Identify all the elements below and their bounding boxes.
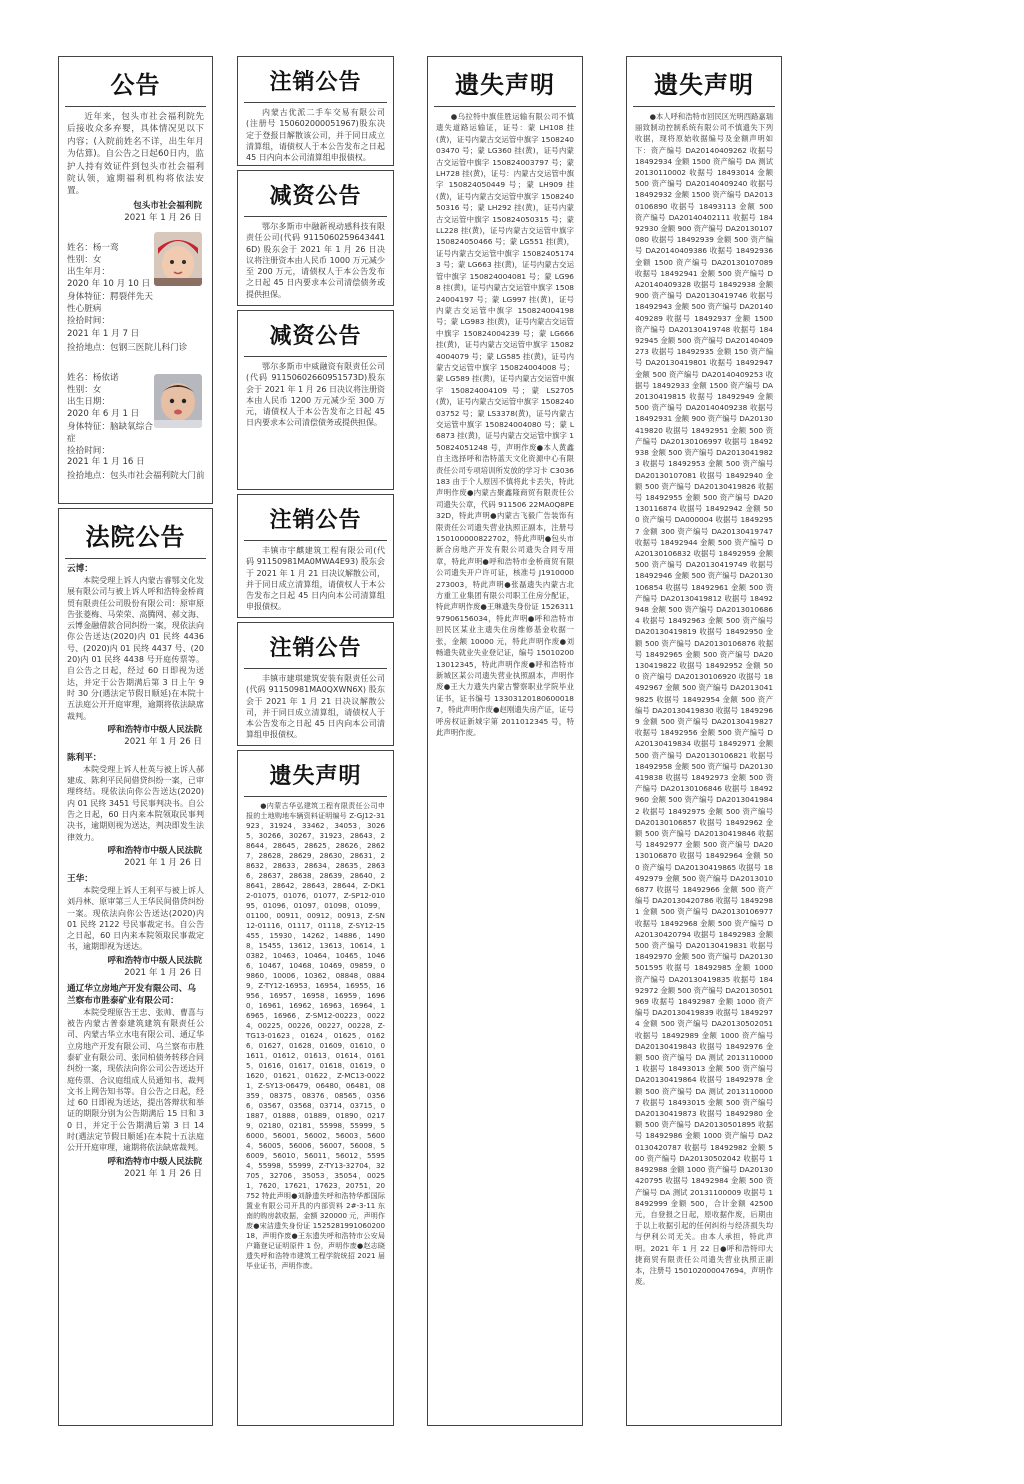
divider: [244, 102, 387, 103]
notice-body: 内蒙古优派二手车交易有限公司(注册号 150602000051967)股东决定于登报日解散该公司，并于同日成立清算组，请债权人于本公告发布之日起 45 日内向本公司清算组申报债权。: [246, 108, 385, 163]
lost-notice-box: [427, 56, 583, 1426]
lost-notice-title: 遗失声明: [654, 71, 754, 99]
divider: [244, 540, 387, 541]
notice-box: [237, 494, 394, 618]
welfare-notice-title: 公告: [110, 71, 161, 99]
court-notice-title: 法院公告: [85, 523, 186, 551]
notice-body: 鄂尔多斯市中融新视动感科技有限责任公司(代码 91150602596434416D) 股东会于 2021 年 1 月 26 日决议将注册资本由人民币 1000 万元减少至 200 万元，请债权人于本公告发布之日起 45 日内要求本公司清偿债务或提供担保。: [246, 222, 385, 299]
case-party: 通辽华立房地产开发有限公司、乌兰察布市胜泰矿业有限公司：: [67, 983, 196, 1006]
case-body: 本院受理上诉人王利平与被上诉人刘丹林、原审第三人王华民间借贷纠纷一案。现依法向你公告送达(2020)内 01 民终 2122 号民事裁定书。自公告之日起，60 日内来本院领取民事裁定书，逾期即视为送达。: [67, 885, 204, 952]
child-found-place: 捡拾地点：包头市社会福利院大门前: [67, 470, 205, 481]
welfare-notice-box: [58, 56, 213, 504]
court-case-1: [59, 563, 212, 748]
divider: [244, 216, 387, 217]
notice-title: 注销公告: [269, 70, 362, 95]
lost-notice-body: ●本人呼和浩特市回民区光明西路嘉瑞丽致制动控制系统有限公司不慎遗失下列收据，现将原始收据编号及金额声明如下：资产编号 DA20140409262 收据号 18492934 金额 1500 资产编号 DA 测试 20130110002 收据号 18493014 金额 500 资产编号 DA20140409240 收据号 18492932 金额 1500 资产编号 DA20130106890 收据号 18493113 金额 500 资产编号 DA20140402111 收据号 18492930 金额 900 资产编号 DA20130107080 收据号 18492939 金额 500 资产编号 DA20140409386 收据号 18492936 金额 1500 资产编号 DA20130107089 收据号 18492941 金额 500 资产编号 DA20140409328 收据号 18492938 金额 900 资产编号 DA20130419746 收据号 18492943 金额 500 资产编号 DA20140409289 收据号 18492937 金额 1500 资产编号 DA20130419748 收据号 18492945 金额 500 资产编号 DA20140409273 收据号 18492935 金额 150 资产编号 DA20130419801 收据号 18492947 金额 500 资产编号 DA20140409253 收据号 18492933 金额 1500 资产编号 DA20130419815 收据号 18492949 金额 500 资产编号 DA20140409238 收据号 18492931 金额 900 资产编号 DA20130419820 收据号 18492951 金额 500 资产编号 DA20130106997 收据号 18492938 金额 500 资产编号 DA20130419823 收据号 18492953 金额 500 资产编号 DA20130107081 收据号 18492940 金额 500 资产编号 DA20130419826 收据号 18492955 金额 500 资产编号 DA20130116874 收据号 18492942 金额 500 资产编号 DA000004 收据号 18492957 金额 300 资产编号 DA20130419747 收据号 18492944 金额 500 资产编号 DA20130106832 收据号 18492959 金额 500 资产编号 DA20130419749 收据号 18492946 金额 500 资产编号 DA20130106854 收据号 18492961 金额 500 资产编号 DA20130419812 收据号 18492948 金额 500 资产编号 DA20130106864 收据号 18492963 金额 500 资产编号 DA20130419819 收据号 18492950 金额 500 资产编号 DA20130106876 收据号 18492965 金额 500 资产编号 DA20130419822 收据号 18492952 金额 500 资产编号 DA20130106920 收据号 18492967 金额 500 资产编号 DA20130419825 收据号 18492954 金额 500 资产编号 DA20130419830 收据号 18492969 金额 500 资产编号 DA20130419827 收据号 18492956 金额 500 资产编号 DA20130419834 收据号 18492971 金额 500 资产编号 DA20130106821 收据号 18492958 金额 500 资产编号 DA20130419838 收据号 18492973 金额 500 资产编号 DA20130106846 收据号 18492960 金额 500 资产编号 DA20130419842 收据号 18492975 金额 500 资产编号 DA20130106857 收据号 18492962 金额 500 资产编号 DA20130419846 收据号 18492977 金额 500 资产编号 DA20130106870 收据号 18492964 金额 500 资产编号 DA20130419865 收据号 18492979 金额 500 资产编号 DA20130106877 收据号 18492966 金额 500 资产编号 DA20130420786 收据号 18492981 金额 500 资产编号 DA20130106977 收据号 18492968 金额 500 资产编号 DA20130420794 收据号 18492983 金额 500 资产编号 DA20130419831 收据号 18492970 金额 500 资产编号 DA20130501595 收据号 18492985 金额 1000 资产编号 DA20130419835 收据号 18492972 金额 500 资产编号 DA20130501969 收据号 18492987 金额 1000 资产编号 DA20130419839 收据号 18492974 金额 500 资产编号 DA20130502051 收据号 18492989 金额 1000 资产编号 DA20130419843 收据号 18492976 金额 500 资产编号 DA 测试 20131100001 收据号 18493013 金额 500 资产编号 DA20130419864 收据号 18492978 金额 500 资产编号 DA 测试 20131100007 收据号 18493015 金额 500 资产编号 DA20130419873 收据号 18492980 金额 500 资产编号 DA20130501895 收据号 18492986 金额 1000 资产编号 DA20130420787 收据号 18492982 金额 500 资产编号 DA20130502042 收据号 18492988 金额 1000 资产编号 DA20130420795 收据号 18492984 金额 500 资产编号 DA 测试 20131100009 收据号 18492999 金额 500，合计金额 42500 元，自登报之日起，原收据作废，后期由于以上收据引起的任何纠纷与经济损失均与伊利公司无关。由本人承担，特此声明。2021 年 1 月 22 日●呼和浩特印大捷商贸有限责任公司遗失营业执照正副本，注册号 150102000047694，声明作废。: [635, 112, 773, 1287]
notice-title: 注销公告: [269, 508, 362, 533]
child-health: 身体特征：脑缺氧综合症: [67, 421, 153, 444]
welfare-notice-body: 近年来，包头市社会福利院先后接收众多弃婴，具体情况见以下内容；(入院前姓名不详，出生年月为估算)。自公告之日起60日内，监护人持有效证件到包头市社会福利院认领，逾期福利机构将依法安置。: [67, 112, 204, 197]
child-birth-label: 出生年月：: [67, 267, 110, 278]
court-case-4: [59, 983, 212, 1180]
court-case-2: [59, 752, 212, 869]
child-info: [67, 372, 159, 457]
notice-box: [237, 310, 394, 490]
welfare-notice-signature: 包头市社会福利院: [133, 200, 202, 211]
case-party: 王华：: [67, 873, 93, 884]
child-birth-label: 出生日期：: [67, 397, 110, 408]
case-signature: 呼和浩特市中级人民法院: [107, 955, 202, 966]
court-case-3: [59, 873, 212, 979]
divider: [633, 106, 775, 107]
case-date: 2021 年 1 月 26 日: [124, 857, 202, 868]
notice-box: [237, 170, 394, 306]
case-date: 2021 年 1 月 26 日: [124, 967, 202, 978]
court-notice-box: [58, 508, 213, 1426]
divider: [65, 558, 206, 559]
divider: [244, 668, 387, 669]
notice-title: 注销公告: [269, 636, 362, 661]
column-2: [237, 56, 394, 1426]
child-birth: 2020 年 10 月 10 日: [67, 279, 151, 290]
notice-body: 丰镇市建琪建筑安装有限责任公司(代码 91150981MA0QXWN6X) 股东会于 2021 年 1 月 21 日决议解散公司，并于同日成立清算组，请债权人于本公告发布之日起 45 日内向本公司清算组申报债权。: [246, 674, 385, 740]
notice-box: [237, 750, 394, 1426]
child-photo: [154, 232, 202, 286]
child-name: 姓名：杨一鸾: [67, 242, 119, 253]
case-body: 本院受理上诉人内蒙古睿鄂文化发展有限公司与被上诉人呼和浩特金桥商贸有限责任公司股份有限公司：原审原告张菱梅、马荣荣、高腾网、郝文海、云博金融借款合同纠纷一案，现依法向你公告送达(2020)内 01 民终 4436 号、(2020)内 01 民终 4437 号、(2020)内 01 民终 4438 号开庭传票等。自公告之日起，经过 60 日即视为送达，并定于公告期满后第 3 日上午 9 时 30 分(遇法定节假日顺延)在本院十五法庭公开开庭审理，逾期将依法缺席裁判。: [67, 576, 204, 721]
notice-title: 减资公告: [269, 324, 362, 349]
child-entry-2: [59, 368, 212, 496]
notice-body: ●内蒙古华弘建筑工程有限责任公司申报的土地购地车辆资料证明编号 Z-GJ12-31923，31924，33462，34053，30265，30266，30267，31923，28643，28644，28645，28625，28626，28627，28628，28629，28630，28631，28632，28633，28634，28635，28636，28637，28638，28639，28640，28641，28642，28643，28644，Z-DK12-01075，01076，01077，Z-SP12-01095，01096，01097，01098，01099，01100，00911，00912，00913，Z-SN12-01116，01117，01118，Z-SY12-15455，15930，14262，14886，14908，15455，13612，13613，10614，10382，10463，10464，10465，10466，10467，10468，10469，09859，09860，10006，10362，08848，08849，Z-TY12-16953，16954，16955，16956，16957，16958，16959，16960，16961，16962，16963，16964，16965，16966，Z-SM12-00223，00224，00225，00226，00227，00228，Z-TG13-01623，01624，01625，01626，01627，01628，01609，01610，01611，01612，01613，01614，01615，01616，01617，01618，01619，01620，01621，01622，Z-MC13-00221，Z-SY13-06479，06480，06481，08359，08375，08376，08565，03566，03567，03568，03714，03715，01887，01888，01889，01890，02179，02180，02181，55998，55999，56000，56001，56002，56003，56004，56005，56006，56007，56008，56009，56010，56011，56012，55954，55998，55999，Z-TY13-32704，32705，32706，35053，35054，00251，7620，17621，17623，20751，20752 特此声明●刘静遗失呼和浩特华都国际置业有限公司开具的内部资料 2#-3-11 东南的购房款收据，金额 320000 元，声明作废●宋洁遗失身份证 152528199106020018，声明作废●王东遗失呼和浩特市公安局户籍登记证明原件 1 份，声明作废●赵志晓遗失呼和浩特市建筑工程学院统招 2021 届毕业证书，声明作废。: [246, 801, 385, 1270]
case-signature: 呼和浩特市中级人民法院: [107, 724, 202, 735]
child-birth: 2020 年 6 月 1 日: [67, 409, 140, 420]
child-found-time-label: 捡拾时间：: [67, 316, 110, 327]
child-gender: 性别：女: [67, 385, 102, 396]
divider: [65, 106, 206, 107]
notice-body: 鄂尔多斯市中威融资有限责任公司(代码 91150602660951573D)股东会于 2021 年 1 月 26 日决议将注册资本由人民币 1200 万元减少至 300 万元，请债权人于本公告发布之日起 45 日内要求本公司清偿债务或提供担保。: [246, 362, 385, 428]
notice-box: [237, 622, 394, 746]
child-found-time-label: 捡拾时间：: [67, 446, 110, 457]
child-entry-1: [59, 238, 212, 366]
case-body: 本院受理上诉人杜英与被上诉人郝建成、陈利平民间借贷纠纷一案，已审理终结。现依法向你公告送达(2020)内 01 民终 3451 号民事判决书。自公告之日起，60 日内来本院领取民事判决书，逾期则视为送达，判决即发生法律效力。: [67, 764, 204, 842]
lost-notice-body: ●乌拉特中旗佳胜运输有限公司不慎遗失道路运输证，证号：蒙 LH108 挂(黄)，证号内蒙古交运管中旗字 150824003470 号；蒙 LG360 挂(黄)，证号内蒙古交运管中旗字 150824003797 号；蒙 LH728 挂(黄)，证号：内蒙古交运管中旗字 150824050449 号；蒙 LH909 挂(黄)，证号内蒙古交运管中旗字 150824050316 号；蒙 LH292 挂(黄)，证号内蒙古交运管中旗字 150824050315 号；蒙 LL228 挂(黄)，证号内蒙古交运管中旗字 150824050466 号；蒙 LG551 挂(黄)，证号内蒙古交运管中旗字 150824051743 号；蒙 LG663 挂(黄)，证号内蒙古交运管中旗字 150824004081 号；蒙 LG968 挂(黄)，证号内蒙古交运管中旗字 150824004197 号；蒙 LG997 挂(黄)，证号内蒙古交运管中旗字 150824004198 号；蒙 LG983 挂(黄)，证号内蒙古交运管中旗字 150824004239 号；蒙 LG666 挂(黄)，证号内蒙古交运管中旗字 150824004079 号；蒙 LG585 挂(黄)，证号内蒙古交运管中旗字 150824004008 号；蒙 LG589 挂(黄)，证号内蒙古交运管中旗字 150824004109 号；蒙 LS2705(黄)，证号内蒙古交运管中旗字 150824003752 号；蒙 LS3378(黄)，证号内蒙古交运管中旗字 150824004080 号；蒙 L6873 挂(黄)，证号内蒙古交运管中旗字 150824051248 号，声明作废●本人黄鑫自主选择呼和浩特蓝天文化资源中心有限责任公司专项培训所发放的学习卡 C3036183 由于个人原因不慎将此卡丢失，特此声明作废●内蒙古聚鑫隆商贸有限责任公司遗失公章，代码 911506 22MA0Q8PE32D，特此声明●内蒙古飞毅广告装饰有限责任公司遗失营业执照正副本，注册号 150100000822702，特此声明●包头市新合房地产开发有限公司遗失合同专用章，特此声明●呼和浩特市金桥商贸有限公司遗失开户许可证，核准号 J1910000273003，特此声明●张磊遗失内蒙古北方重工业集团有限公司职工住房分配证，特此声明作废●王琳遗失身份证 152631197906156034，特此声明●呼和浩特市回民区某业主遗失住房维修基金收据一张，金额 10000 元，特此声明作废●刘畅遗失就业失业登记证，编号 1501020013012345，特此声明作废●呼和浩特市新城区某公司遗失营业执照副本，声明作废●王大力遗失内蒙古警察职业学院毕业证书，证书编号 133031201806000187，特此声明作废●赵刚遗失房产证，证号呼房权证新城字第 2011012345 号，特此声明作废。: [436, 112, 574, 737]
child-name: 姓名：杨依诺: [67, 372, 119, 383]
child-found-time: 2021 年 1 月 7 日: [67, 328, 140, 339]
notice-body: 丰镇市宇麒建筑工程有限公司(代码 91150981MA0MWA4E93) 股东会于 2021 年 1 月 21 日决议解散公司，并于同日成立清算组，请债权人于本公告发布之日起 45 日内向本公司清算组申报债权。: [246, 546, 385, 612]
column-1: [58, 56, 213, 1426]
case-signature: 呼和浩特市中级人民法院: [107, 1156, 202, 1167]
column-4: [626, 56, 782, 1426]
child-found-time: 2021 年 1 月 16 日: [67, 456, 145, 467]
notice-title: 减资公告: [269, 184, 362, 209]
divider: [434, 106, 576, 107]
divider: [244, 356, 387, 357]
notice-box: [237, 56, 394, 166]
divider: [244, 796, 387, 797]
notice-title: 遗失声明: [269, 764, 362, 789]
case-date: 2021 年 1 月 26 日: [124, 736, 202, 747]
case-date: 2021 年 1 月 26 日: [124, 1168, 202, 1179]
column-3: [427, 56, 583, 1426]
case-signature: 呼和浩特市中级人民法院: [107, 845, 202, 856]
lost-notice-box: [626, 56, 782, 1426]
case-party: 云博：: [67, 564, 93, 574]
lost-notice-title: 遗失声明: [455, 71, 555, 99]
child-info: [67, 242, 159, 327]
child-health: 身体特征：腭裂伴先天性心脏病: [67, 291, 153, 314]
case-party: 陈利平：: [67, 752, 102, 763]
child-gender: 性别：女: [67, 255, 102, 266]
welfare-notice-date: 2021 年 1 月 26 日: [124, 212, 202, 223]
child-photo: [154, 374, 202, 428]
case-body: 本院受理原告王忠、张帅、曹喜与被告内蒙古普泰建筑建筑有限责任公司、内蒙古华立水电有限公司、通辽华立房地产开发有限公司、乌兰察布市胜泰矿业有限公司、张同柏债务转移合同纠纷一案，现依法向你公司公告送达开庭传票、合议庭组成人员通知书、裁判文书上网告知书等。自公告之日起，经过 60 日即视为送达，提出答辩状和举证的期限分别为公告期满后 15 日和 30 日，并定于公告期满后第 3 日 14 时(遇法定节假日顺延)在本院十五法庭公开开庭审理，逾期将依法缺席裁判。: [67, 1007, 204, 1153]
child-found-place: 捡拾地点：包钢三医院儿科门诊: [67, 342, 188, 353]
